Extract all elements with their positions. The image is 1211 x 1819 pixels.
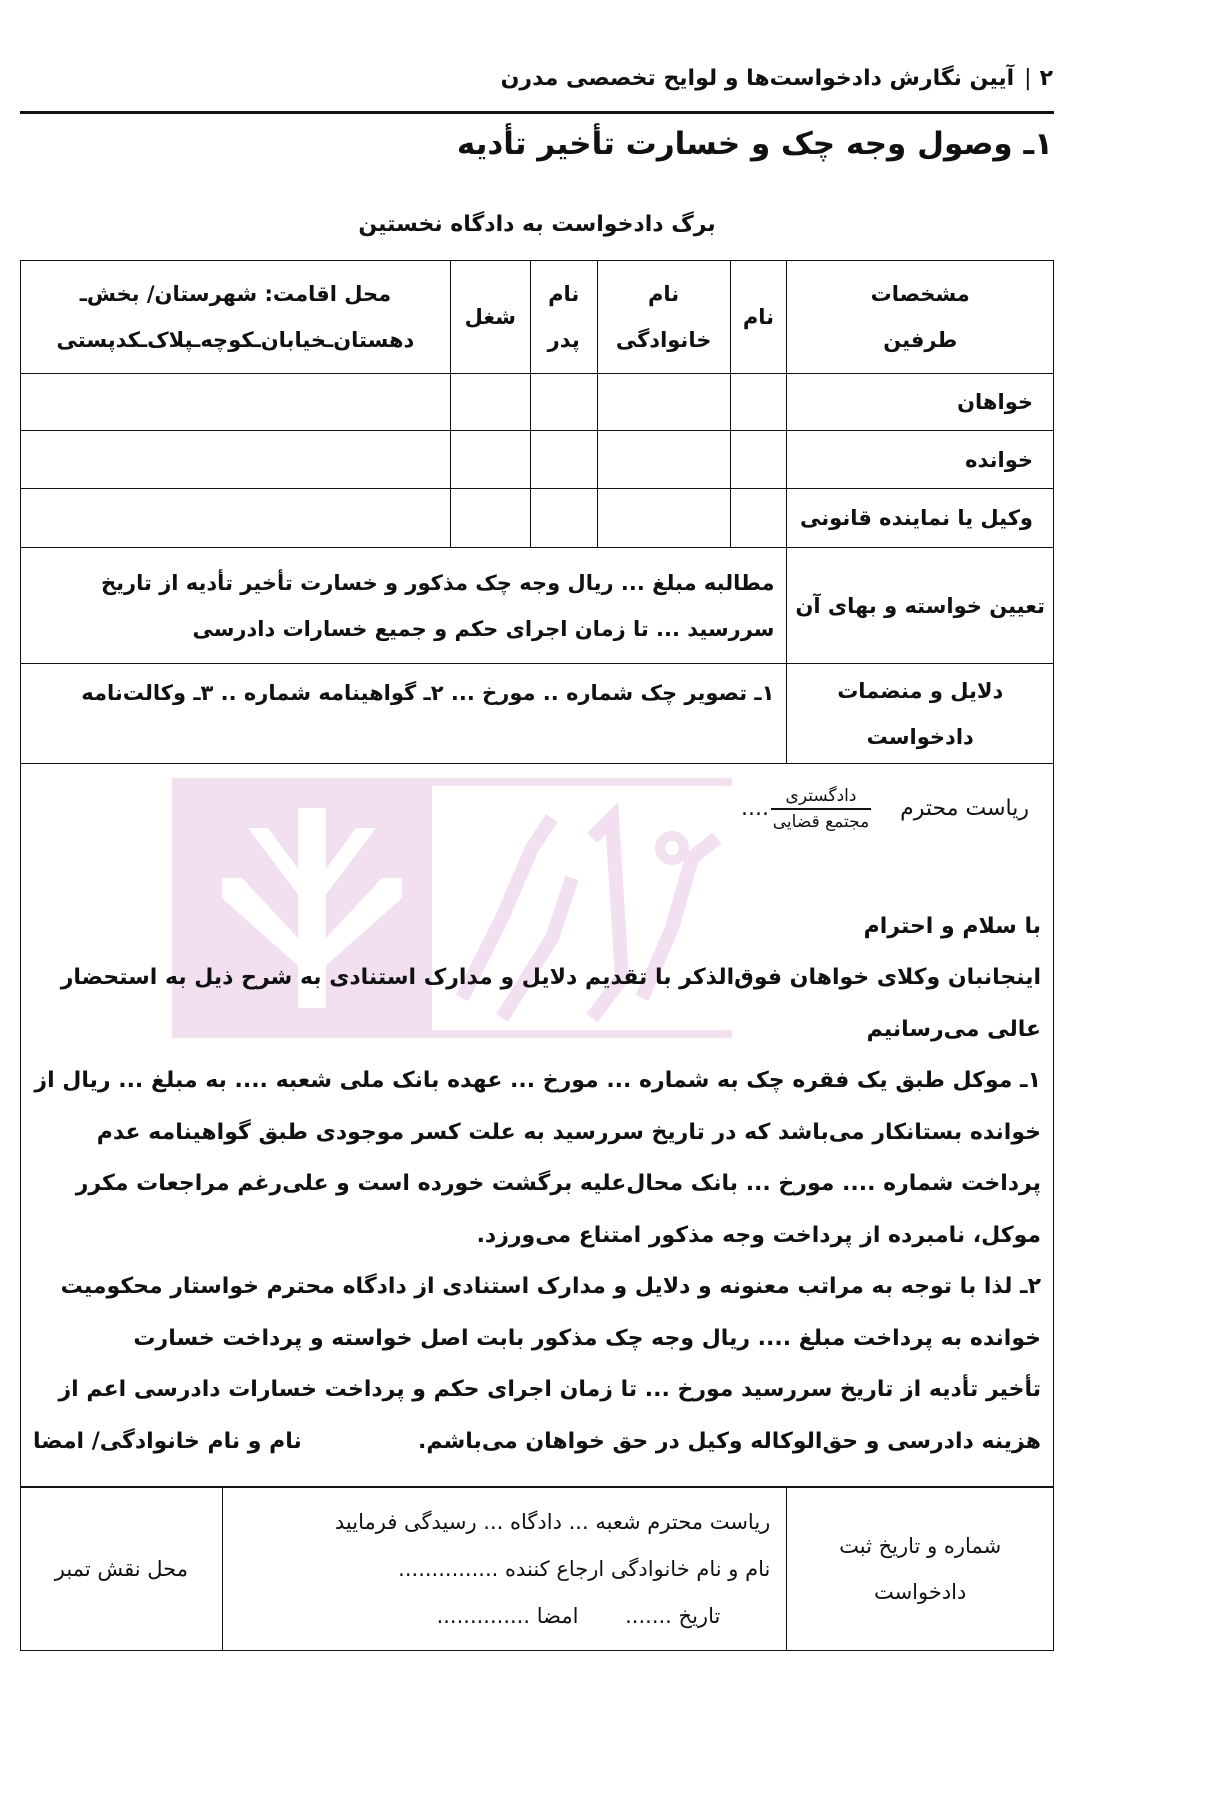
footer-row <box>21 1488 1054 1651</box>
addressee-lead: ریاست محترم <box>900 796 1029 821</box>
stamp-area[interactable]: محل نقش تمبر <box>21 1488 223 1651</box>
attorney-first-name-field[interactable] <box>730 489 787 548</box>
referral-line2[interactable]: نام و نام خانوادگی ارجاع کننده ............... <box>398 1556 771 1581</box>
intro-line2: عالی می‌رسانیم <box>866 1016 1041 1042</box>
attorney-occupation-field[interactable] <box>450 489 530 548</box>
defendant-residence-field[interactable] <box>21 431 451 489</box>
table-row-defendant <box>21 431 1054 489</box>
father-name-label-line1: نام <box>548 282 580 306</box>
referral-line1: ریاست محترم شعبه ... دادگاه ... رسیدگی فرمایید <box>334 1509 771 1534</box>
col-last-name-header <box>597 261 730 374</box>
col-parties-header <box>787 261 1054 374</box>
col-father-name-header <box>530 261 597 374</box>
row-label-plaintiff: خواهان <box>787 374 1054 431</box>
plaintiff-residence-field[interactable] <box>21 374 451 431</box>
defendant-last-name-field[interactable] <box>597 431 730 489</box>
attorney-father-name-field[interactable] <box>530 489 597 548</box>
form-title: برگ دادخواست به دادگاه نخستین <box>358 212 716 237</box>
table-row-attorney <box>21 489 1054 548</box>
addressee-bottom: مجتمع قضایی <box>772 812 870 832</box>
parties-label-line2: طرفین <box>883 328 958 352</box>
table-header-row <box>21 261 1054 374</box>
defendant-father-name-field[interactable] <box>530 431 597 489</box>
section-title: ۱ـ وصول وجه چک و خسارت تأخیر تأدیه <box>456 126 1053 162</box>
first-name-label: نام <box>742 305 775 329</box>
registration-label <box>787 1488 1054 1651</box>
addressee-dots: .... <box>741 796 769 821</box>
claim-text-line2: سررسید ... تا زمان اجرای حکم و جمیع خسارات دادرسی <box>192 616 775 641</box>
claim-text-line1: مطالبه مبلغ ... ریال وجه چک مذکور و خسارت تأخیر تأدیه از تاریخ <box>101 570 775 595</box>
table-row-plaintiff <box>21 374 1054 431</box>
book-title: آیین نگارش دادخواست‌ها و لوایح تخصصی مدرن <box>500 66 1015 91</box>
p1-line1: ۱ـ موکل طبق یک فقره چک به شماره ... مورخ ... عهده بانک ملی شعبه .... به مبلغ ... ریال از <box>34 1068 1041 1093</box>
row-label-attorney: وکیل یا نماینده قانونی <box>787 489 1054 548</box>
parties-label-line1: مشخصات <box>870 282 970 306</box>
plaintiff-father-name-field[interactable] <box>530 374 597 431</box>
defendant-occupation-field[interactable] <box>450 431 530 489</box>
greeting: با سلام و احترام <box>863 914 1041 939</box>
p2-line3: تأخیر تأدیه از تاریخ سررسید مورخ ... تا زمان اجرای حکم و پرداخت خسارات دادرسی اعم از <box>58 1377 1041 1402</box>
plaintiff-occupation-field[interactable] <box>450 374 530 431</box>
col-first-name-header <box>730 261 787 374</box>
residence-label-line1: محل اقامت: شهرستان/ بخش‌ـ <box>79 282 392 306</box>
evidence-label-line1: دلایل و منضمات <box>837 678 1004 703</box>
p2-line2: خوانده به پرداخت مبلغ .... ریال وجه چک مذکور بابت اصل خواسته و پرداخت خسارت <box>133 1325 1041 1351</box>
attorney-last-name-field[interactable] <box>597 489 730 548</box>
last-name-label-line2: خانوادگی <box>615 328 712 352</box>
closing-line <box>33 1416 1041 1467</box>
referral-block <box>222 1488 787 1651</box>
col-residence-header <box>21 261 451 374</box>
claim-label: تعیین خواسته و بهای آن <box>787 548 1054 664</box>
claim-text <box>21 548 787 664</box>
petition-body <box>21 764 1054 1487</box>
page-number: ۲ <box>1039 66 1053 91</box>
p2-line4: هزینه دادرسی و حق‌الوکاله وکیل در حق خواهان می‌باشم. <box>418 1428 1041 1454</box>
header-separator: | <box>1024 66 1032 91</box>
residence-label-line2: دهستان‌ـخیابان‌ـکوچه‌ـپلاک‌ـکدپستی <box>56 328 415 352</box>
defendant-first-name-field[interactable] <box>730 431 787 489</box>
addressee <box>33 774 1041 864</box>
occupation-label: شغل <box>464 305 516 329</box>
row-label-defendant: خوانده <box>787 431 1054 489</box>
evidence-text: ۱ـ تصویر چک شماره .. مورخ ... ۲ـ گواهینامه شماره .. ۳ـ وکالت‌نامه <box>21 664 787 764</box>
p1-line2: خوانده بستانکار می‌باشد که در تاریخ سررسید به علت کسر موجودی طبق گواهینامه عدم <box>96 1119 1041 1145</box>
header-rule <box>20 111 1054 114</box>
attorney-residence-field[interactable] <box>21 489 451 548</box>
father-name-label-line2: پدر <box>547 328 580 352</box>
last-name-label-line1: نام <box>648 282 680 306</box>
registration-footer-table <box>20 1487 1054 1651</box>
p1-line4: موکل، نامبرده از پرداخت وجه مذکور امتناع می‌ورزد. <box>476 1222 1041 1248</box>
table-row-evidence <box>21 664 1054 764</box>
evidence-label-line2: دادخواست <box>866 724 974 749</box>
plaintiff-first-name-field[interactable] <box>730 374 787 431</box>
plaintiff-last-name-field[interactable] <box>597 374 730 431</box>
table-row-claim <box>21 548 1054 664</box>
registration-label-line1: شماره و تاریخ ثبت <box>839 1534 1002 1558</box>
intro-line1: اینجانبان وکلای خواهان فوق‌الذکر با تقدیم دلایل و مدارک استنادی به شرح ذیل به استحضار <box>60 965 1041 990</box>
p1-line3: پرداخت شماره .... مورخ ... بانک محال‌علیه برگشت خورده است و علی‌رغم مراجعات مکرر <box>75 1171 1041 1196</box>
petition-form-table <box>20 260 1054 1487</box>
addressee-top: دادگستری <box>771 786 871 810</box>
table-row-body <box>21 764 1054 1487</box>
registration-label-line2: دادخواست <box>873 1580 967 1604</box>
addressee-fraction <box>771 786 871 832</box>
running-header <box>353 66 1053 91</box>
col-occupation-header <box>450 261 530 374</box>
evidence-label <box>787 664 1054 764</box>
p2-line1: ۲ـ لذا با توجه به مراتب معنونه و دلایل و مدارک استنادی از دادگاه محترم خواستار محکومیت <box>60 1274 1041 1299</box>
referral-line3[interactable]: تاریخ ....... امضا .............. <box>436 1603 721 1628</box>
signature-label[interactable]: نام و نام خانوادگی/ امضا <box>33 1428 302 1454</box>
